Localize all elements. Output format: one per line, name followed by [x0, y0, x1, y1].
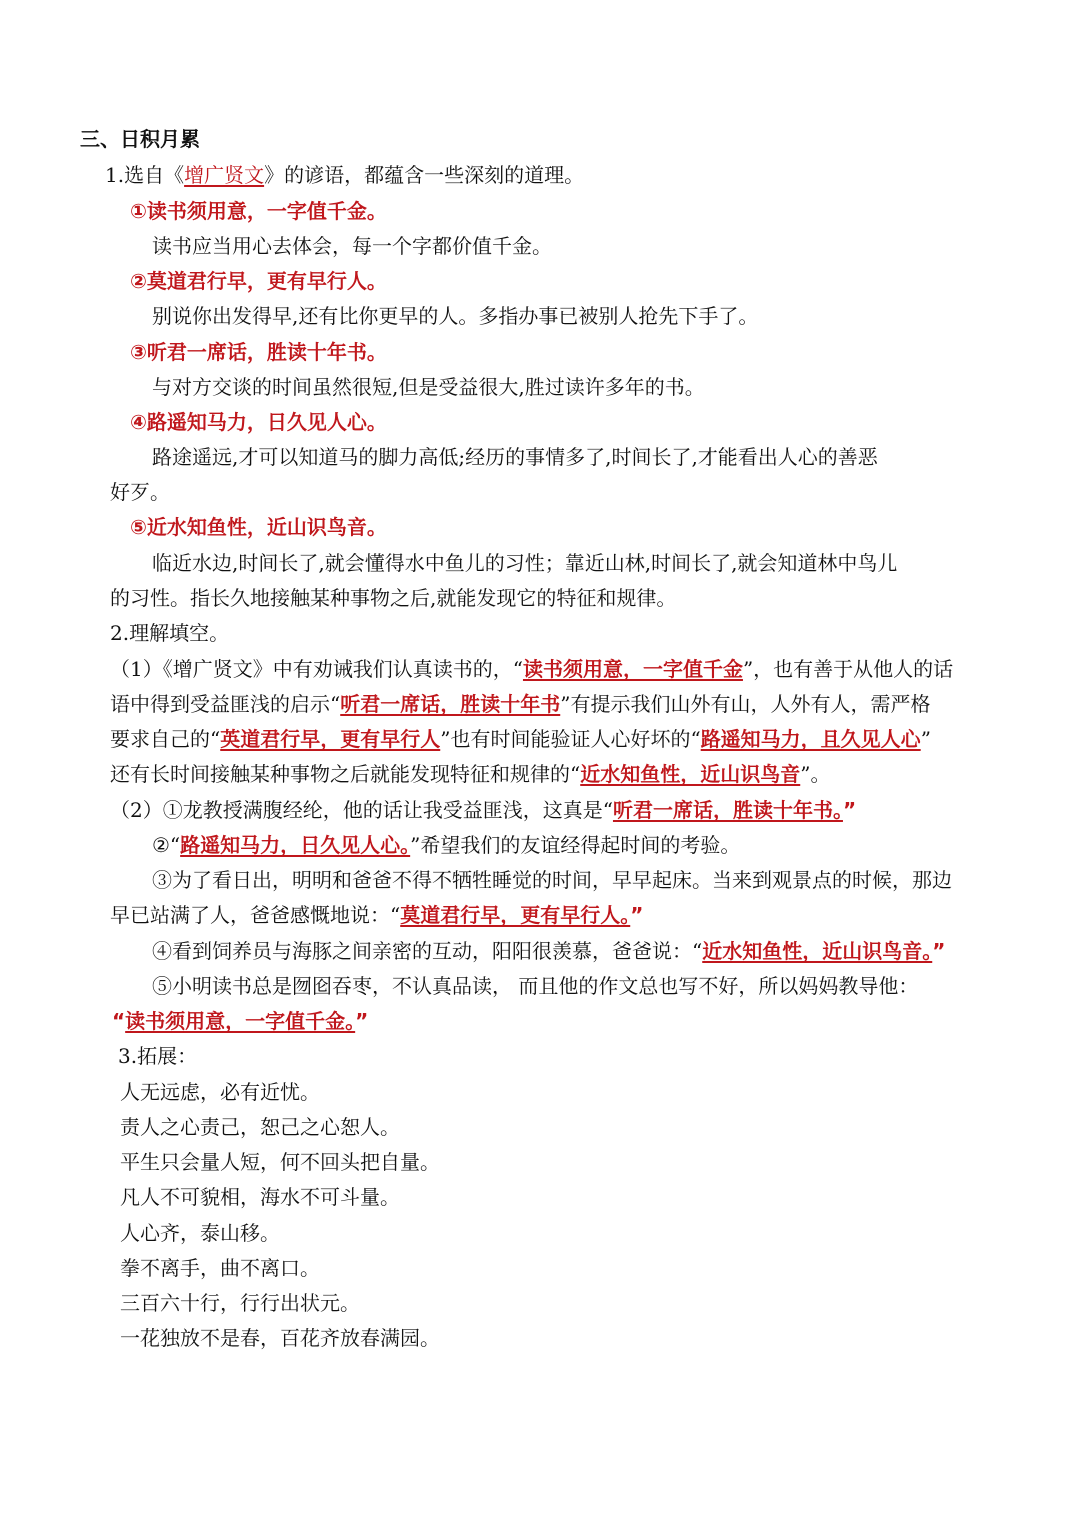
fill-answer: 读书须用意，一字值千金 [522, 657, 743, 681]
text-run: ” [355, 1009, 369, 1033]
q2-p1-line-1 [110, 654, 953, 684]
proverb-2: ②莫道君行早，更有早行人。 [130, 269, 387, 293]
q2-p2-sentence-1 [110, 795, 856, 825]
saying: 人无远虑，必有近忧。 [120, 1080, 320, 1104]
text-run: （2）①龙教授满腹经纶，他的话让我受益匪浅，这真是“ [110, 798, 613, 822]
text-run: ”。 [800, 762, 831, 786]
proverb-2-meaning: 别说你出发得早,还有比你更早的人。多指办事已被别人抢先下手了。 [152, 304, 759, 328]
proverb-5: ⑤近水知鱼性，近山识鸟音。 [130, 515, 387, 539]
q2-p1-line-2 [110, 689, 930, 719]
text-run: ” [630, 903, 644, 927]
text-run: ” [920, 727, 931, 751]
q2-p2-sentence-3-line-1: ③为了看日出，明明和爸爸不得不牺牲睡觉的时间，早早起床。当来到观景点的时候，那边 [152, 868, 952, 892]
fill-answer: 莫道君行早，更有早行人。 [400, 903, 631, 927]
fill-answer: 读书须用意，一字值千金。 [125, 1009, 356, 1033]
q2-p2-sentence-5-line-1: ⑤小明读书总是囫囵吞枣，不认真品读， 而且他的作文总也写不好，所以妈妈教导他： [152, 974, 919, 998]
saying: 责人之心责己，恕己之心恕人。 [120, 1115, 400, 1139]
proverb-1: ①读书须用意，一字值千金。 [130, 199, 387, 223]
text-run: ”有提示我们山外有山，人外有人，需严格 [560, 692, 931, 716]
proverb-5-meaning-line-1: 临近水边,时间长了,就会懂得水中鱼儿的习性；靠近山林,时间长了,就会知道林中鸟儿 [152, 551, 898, 575]
q3-title: 3.拓展： [118, 1044, 198, 1068]
saying: 三百六十行，行行出状元。 [120, 1291, 360, 1315]
text-run: ” [842, 798, 857, 822]
text-run: ”希望我们的友谊经得起时间的考验。 [410, 833, 741, 857]
q2-p2-sentence-3-line-2 [110, 900, 643, 930]
q1-intro [105, 160, 584, 190]
text-run: 语中得到受益匪浅的启示“ [110, 692, 341, 716]
text-run: ②“ [152, 833, 181, 857]
q1-intro-post: 》的谚语，都蕴含一些深刻的道理。 [264, 163, 585, 187]
saying: 一花独放不是春，百花齐放春满园。 [120, 1326, 440, 1350]
fill-answer: 近水知鱼性，近山识鸟音 [580, 762, 801, 786]
fill-answer: 路遥知马力，日久见人心。 [180, 833, 411, 857]
text-run: 要求自己的“ [110, 727, 221, 751]
saying: 拳不离手，曲不离口。 [120, 1256, 320, 1280]
q2-p2-sentence-2 [152, 830, 740, 860]
fill-answer: 路遥知马力，且久见人心 [700, 727, 921, 751]
fill-answer: 听君一席话，胜读十年书。 [612, 798, 843, 822]
proverb-4-meaning-line-1: 路途遥远,才可以知道马的脚力高低;经历的事情多了,时间长了,才能看出人心的善恶 [152, 445, 878, 469]
q2-p1-line-4 [110, 759, 830, 789]
q1-intro-pre: 1.选自《 [105, 163, 185, 187]
saying: 凡人不可貌相，海水不可斗量。 [120, 1185, 400, 1209]
proverb-1-meaning: 读书应当用心去体会，每一个字都价值千金。 [152, 234, 552, 258]
q2-p2-sentence-4 [152, 936, 945, 966]
book-title: 增广贤文 [184, 163, 265, 187]
fill-answer: 听君一席话，胜读十年书 [340, 692, 561, 716]
text-run: ④看到饲养员与海豚之间亲密的互动，阳阳很羡慕，爸爸说：“ [152, 939, 703, 963]
proverb-3: ③听君一席话，胜读十年书。 [130, 340, 387, 364]
proverb-4-meaning-line-2: 好歹。 [110, 480, 170, 504]
q2-p1-line-3 [110, 724, 931, 754]
proverb-5-meaning-line-2: 的习性。指长久地接触某种事物之后,就能发现它的特征和规律。 [110, 586, 677, 610]
saying: 平生只会量人短，何不回头把自量。 [120, 1150, 440, 1174]
fill-answer: 英道君行早，更有早行人 [220, 727, 441, 751]
q2-p2-sentence-5-line-2 [112, 1006, 368, 1036]
fill-answer: 近水知鱼性，近山识鸟音。 [702, 939, 933, 963]
text-run: “ [112, 1009, 126, 1033]
saying: 人心齐，泰山移。 [120, 1221, 280, 1245]
text-run: 早已站满了人，爸爸感慨地说：“ [110, 903, 401, 927]
section-heading: 三、日积月累 [80, 127, 200, 151]
text-run: ” [932, 939, 946, 963]
text-run: ”也有时间能验证人心好坏的“ [440, 727, 701, 751]
q2-title: 2.理解填空。 [110, 621, 230, 645]
text-run: ”，也有善于从他人的话 [742, 657, 954, 681]
text-run: （1）《增广贤文》中有劝诫我们认真读书的，“ [110, 657, 523, 681]
text-run: 还有长时间接触某种事物之后就能发现特征和规律的“ [110, 762, 581, 786]
proverb-3-meaning: 与对方交谈的时间虽然很短,但是受益很大,胜过读许多年的书。 [152, 375, 705, 399]
proverb-4: ④路遥知马力，日久见人心。 [130, 410, 387, 434]
